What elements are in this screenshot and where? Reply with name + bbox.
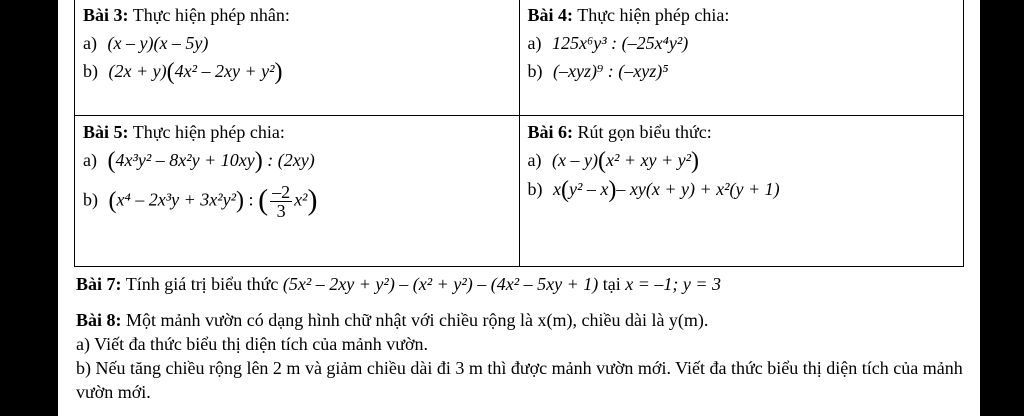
exercise-4-heading — [528, 3, 958, 27]
exercise-8a: a) Viết đa thức biểu thị diện tích của mảnh vườn. — [76, 334, 429, 354]
table-row — [75, 116, 964, 267]
exercise-5b-fraction — [270, 183, 292, 220]
exercise-8 — [76, 308, 966, 332]
exercise-3-heading — [83, 3, 513, 27]
exercise-6b-binomial: y² – x — [569, 179, 609, 199]
exercise-6a-polynomial: x² + xy + y² — [605, 150, 691, 170]
exercise-4b — [528, 59, 958, 83]
exercise-6a: a) (x – y)(x² + xy + y²) — [527, 148, 699, 174]
item-label: b) — [527, 61, 543, 81]
exercise-5b-polynomial: x⁴ – 2x³y + 3x²y² — [116, 189, 237, 210]
item-label: a) — [83, 150, 97, 170]
exercise-3a-expression: (x – y)(x – 5y) — [107, 33, 209, 53]
item-label: a) — [83, 33, 97, 53]
exercise-6-heading — [528, 120, 958, 144]
exercise-5a-polynomial: 4x³y² – 8x²y + 10xy — [115, 150, 255, 170]
exercise-5a-divisor: : (2xy) — [267, 150, 315, 170]
exercise-table — [74, 0, 964, 267]
exercise-6b: b) x(y² – x)– xy(x + y) + x²(y + 1) — [527, 177, 780, 203]
exercise-4-cell — [519, 0, 964, 116]
exercise-7-values: x = –1; y = 3 — [625, 274, 721, 294]
exercise-6-instruction: Rút gọn biểu thức: — [577, 122, 712, 142]
exercise-4-title: Bài 4: — [527, 5, 574, 25]
exercise-4-instruction: Thực hiện phép chia: — [577, 5, 730, 25]
exercises-below-table — [76, 268, 966, 404]
exercise-5-title: Bài 5: — [83, 122, 129, 142]
item-label: b) — [83, 189, 98, 210]
fraction-numerator: –2 — [272, 182, 291, 202]
exercise-3b-polynomial: 4x² – 2xy + y² — [174, 61, 275, 81]
exercise-7-expression: (5x² – 2xy + y²) – (x² + y²) – (4x² – 5xy + 1) — [282, 274, 599, 294]
exercise-5b: b) (x⁴ – 2x³y + 3x²y²) : ( $\frac{-2}{3}$ x²) — [83, 182, 318, 221]
exercise-3-instruction: Thực hiện phép nhân: — [132, 5, 290, 25]
table-row — [75, 0, 964, 116]
exercise-3-title: Bài 3: — [83, 5, 129, 25]
exercise-6-title: Bài 6: — [527, 122, 574, 142]
exercise-4a — [528, 31, 958, 55]
exercise-5a: a) (4x³y² – 8x²y + 10xy) : (2xy) — [83, 148, 315, 174]
exercise-7 — [76, 272, 966, 296]
item-label: b) — [527, 179, 543, 199]
exercise-7-at: tại — [602, 274, 621, 294]
exercise-6b-factor: x — [553, 179, 561, 199]
item-label: a) — [527, 33, 542, 53]
exercise-3-cell — [75, 0, 520, 116]
worksheet-page — [58, 0, 980, 416]
exercise-8-statement: Một mảnh vườn có dạng hình chữ nhật với chiều rộng là x(m), chiều dài là y(m). — [126, 310, 709, 330]
fraction-denominator: 3 — [276, 201, 286, 221]
exercise-8b: b) Nếu tăng chiều rộng lên 2 m và giảm chiều dài đi 3 m thì được mảnh vườn mới. Viết đa thức biểu thị diện tích của mảnh vườn mới. — [76, 358, 963, 402]
exercise-4b-expression: (–xyz)⁹ : (–xyz)⁵ — [553, 61, 669, 81]
exercise-5-instruction: Thực hiện phép chia: — [132, 122, 285, 142]
exercise-3b-factor: (2x + y) — [108, 61, 167, 81]
item-label: b) — [83, 61, 98, 81]
exercise-8-title: Bài 8: — [76, 310, 122, 330]
exercise-5-cell — [75, 116, 520, 267]
exercise-3a — [83, 31, 513, 55]
exercise-5b-monomial: x² — [294, 189, 308, 210]
exercise-3b: b) (2x + y)(4x² – 2xy + y²) — [83, 59, 283, 85]
item-label: a) — [527, 150, 542, 170]
exercise-7-instruction: Tính giá trị biểu thức — [125, 274, 279, 294]
exercise-5b-division-sign: : — [248, 189, 254, 210]
exercise-6b-rest: – xy(x + y) + x²(y + 1) — [616, 179, 780, 199]
exercise-5-heading — [83, 120, 513, 144]
exercise-7-title: Bài 7: — [76, 274, 122, 294]
exercise-6a-factor: (x – y) — [551, 150, 598, 170]
exercise-4a-expression: 125x⁶y³ : (–25x⁴y²) — [551, 33, 689, 53]
exercise-6-cell — [519, 116, 964, 267]
